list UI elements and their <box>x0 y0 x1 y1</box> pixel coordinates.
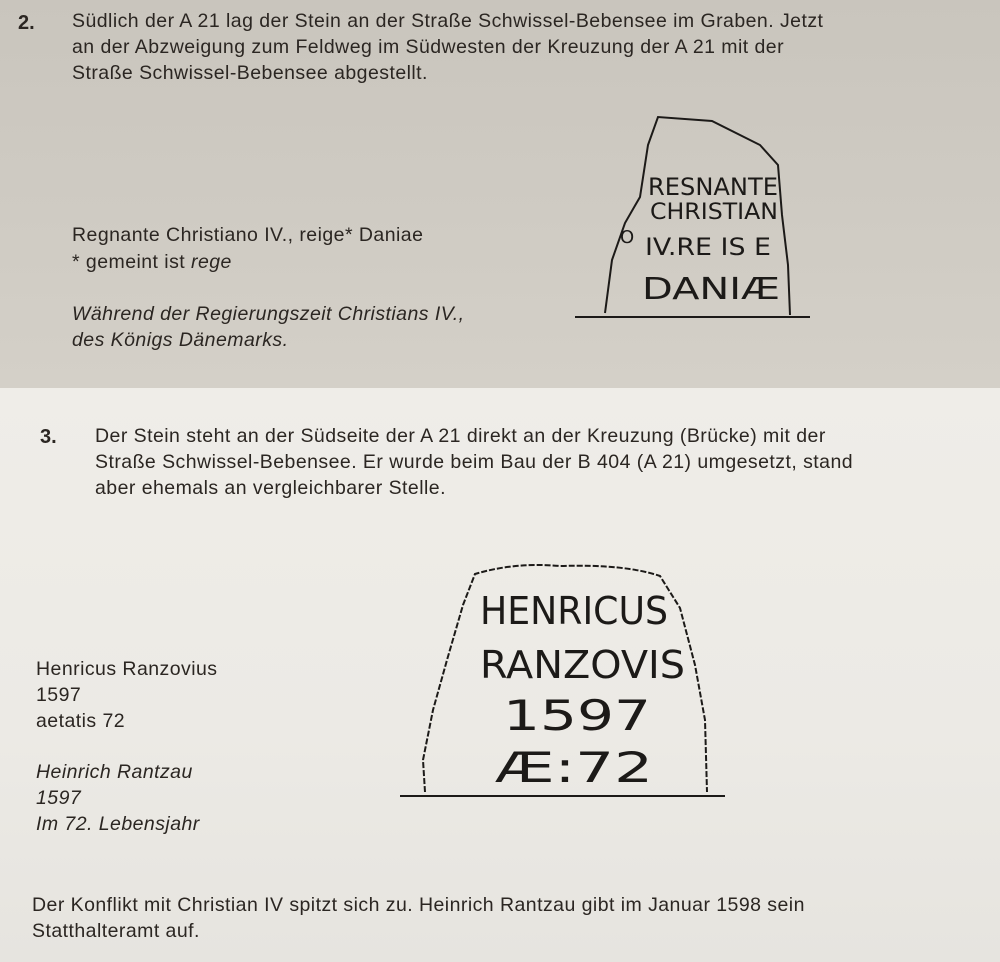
section-3-number: 3. <box>40 426 57 448</box>
stone-inscription-line: Æ:72 <box>495 743 653 792</box>
stone-inscription-line: O <box>620 227 635 248</box>
stone-inscription-line: RANZOVIS <box>480 643 685 687</box>
section-3-translation <box>36 759 200 837</box>
translation-line: Heinrich Rantzau <box>36 761 193 783</box>
footnote-word: rege <box>191 251 232 273</box>
paragraph-line: Der Stein steht an der Südseite der A 21 direkt an der Kreuzung (Brücke) mit der <box>95 425 826 447</box>
closing-paragraph <box>32 892 805 944</box>
stone-inscription-line: CHRISTIAN <box>650 200 778 225</box>
translation-line: Während der Regierungszeit Christians IV., <box>72 303 465 325</box>
paragraph-line: an der Abzweigung zum Feldweg im Südwesten der Kreuzung der A 21 mit der <box>72 36 785 58</box>
stone-drawing-rantzau <box>395 560 735 805</box>
paragraph-line: Der Konflikt mit Christian IV spitzt sich zu. Heinrich Rantzau gibt im Januar 1598 sein <box>32 894 805 916</box>
stone-inscription-line: RESNANTE <box>648 173 778 201</box>
translation-line: des Königs Dänemarks. <box>72 329 289 351</box>
paragraph-line: aber ehemals an vergleichbarer Stelle. <box>95 477 446 499</box>
latin-line: Henricus Ranzovius <box>36 658 218 680</box>
paragraph-line: Straße Schwissel-Bebensee abgestellt. <box>72 62 428 84</box>
section-2-translation <box>72 301 464 353</box>
paragraph-line: Statthalteramt auf. <box>32 920 200 942</box>
paragraph-line: Straße Schwissel-Bebensee. Er wurde beim Bau der B 404 (A 21) umgesetzt, stand <box>95 451 854 473</box>
section-2-footnote <box>72 249 232 275</box>
section-3-latin-inscription <box>36 656 218 734</box>
translation-line: Im 72. Lebensjahr <box>36 813 200 835</box>
footnote-star: * <box>344 224 353 246</box>
footnote-prefix: * gemeint ist <box>72 251 192 273</box>
stone-inscription-line: HENRICUS <box>480 589 668 633</box>
section-3-paragraph <box>95 423 853 501</box>
latin-text: Regnante Christiano IV., reige <box>72 224 345 246</box>
stone-inscription-line: DANIÆ <box>642 272 780 307</box>
section-2-paragraph <box>72 8 823 86</box>
translation-line: 1597 <box>36 787 82 809</box>
paragraph-line: Südlich der A 21 lag der Stein an der Straße Schwissel-Bebensee im Graben. Jetzt <box>72 10 824 32</box>
stone-drawing-christian <box>570 105 820 327</box>
stone-inscription-line: IV.RE IS E <box>645 233 771 261</box>
section-2-number: 2. <box>18 12 35 34</box>
latin-text-end: Daniae <box>353 224 424 246</box>
latin-line: 1597 <box>36 684 82 706</box>
stone-inscription-line: 1597 <box>503 691 651 740</box>
latin-line: aetatis 72 <box>36 710 126 732</box>
section-2-latin-inscription <box>72 222 423 248</box>
